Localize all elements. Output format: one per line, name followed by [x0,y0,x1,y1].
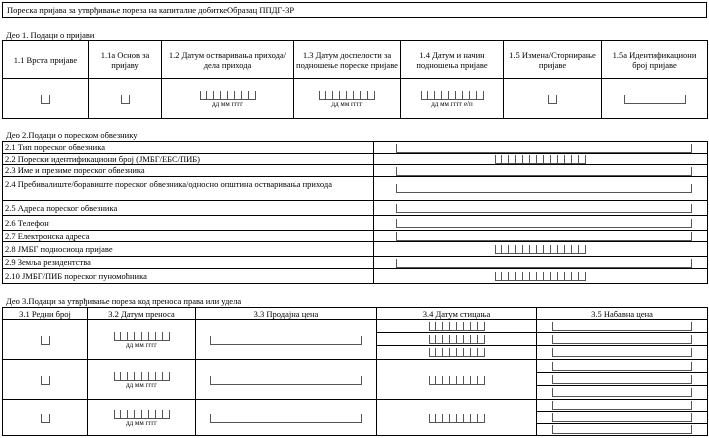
row-residence: 2.4 Пребивалиште/боравиште пореског обвезника/односно општина остваривања прихода [3,176,374,200]
transfer-date-hint: дд мм гггг [126,380,157,389]
acquisition-date-field[interactable] [429,335,485,344]
address-field[interactable] [396,204,692,213]
proxy-id-field[interactable] [495,272,586,281]
submit-date-field[interactable] [421,91,484,100]
transfer-date-field[interactable] [114,332,170,341]
form-title-box [2,2,707,18]
serial-number-checkbox[interactable] [41,414,50,423]
acquisition-date-field[interactable] [429,414,485,423]
col-income-date: 1.2 Датум остваривања прихода/дела прихода [162,41,294,79]
due-date-hint: дд мм гггг [331,99,363,108]
residence-field[interactable] [396,184,692,193]
row-phone: 2.6 Телефон [3,215,374,230]
row-taxpayer-type: 2.1 Тип пореског обвезника [3,142,374,154]
part3-heading: Део 3.Подаци за утврђивање пореза код преноса права или удела [6,296,242,306]
col-submit-date: 1.4 Датум и начин подношења пријаве [401,41,504,79]
full-name-field[interactable] [396,167,692,176]
col-amendment: 1.5 Измена/Сторнирање пријаве [504,41,602,79]
purchase-price-field[interactable] [552,425,692,434]
row-residency-country: 2.9 Земља резидентства [3,257,374,269]
submit-date-hint: дд мм гггг е/п [431,99,473,108]
purchase-price-field[interactable] [552,375,692,384]
part1-table [2,40,708,119]
col-serial-number: 3.1 Редни број [3,308,88,320]
purchase-price-field[interactable] [552,348,692,357]
row-submitter-jmbg: 2.8 ЈМБГ подносиоца пријаве [3,242,374,257]
sale-price-field[interactable] [210,414,362,423]
table-row [3,400,708,436]
taxpayer-type-field[interactable] [396,144,692,153]
serial-number-checkbox[interactable] [41,376,50,385]
row-proxy-id: 2.10 ЈМБГ/ПИБ пореског пуномоћника [3,268,374,283]
purchase-price-field[interactable] [552,335,692,344]
due-date-field[interactable] [319,91,375,100]
transfer-date-field[interactable] [114,410,170,419]
submitter-jmbg-field[interactable] [495,245,586,254]
transfer-date-hint: дд мм гггг [126,340,157,349]
serial-number-checkbox[interactable] [41,336,50,345]
transfer-date-hint: дд мм гггг [126,418,157,427]
transfer-date-field[interactable] [114,372,170,381]
part1-heading: Део 1. Подаци о пријави [6,30,95,40]
acquisition-date-field[interactable] [429,322,485,331]
sale-price-field[interactable] [210,336,362,345]
part2-heading: Део 2.Подаци о пореском обвезнику [6,130,138,140]
col-purchase-price: 3.5 Набавна цена [537,308,708,320]
residency-country-field[interactable] [396,259,692,268]
income-date-field[interactable] [200,91,256,100]
report-basis-checkbox[interactable] [121,95,130,104]
purchase-price-field[interactable] [552,413,692,422]
col-due-date: 1.3 Датум доспелости за подношење пореске пријаве [294,41,401,79]
row-full-name: 2.3 Име и презиме пореског обвезника [3,165,374,177]
table-row [3,360,708,400]
row-tax-id: 2.2 Порески идентификациони број (ЈМБГ/ЕБС/ПИБ) [3,153,374,165]
col-report-basis: 1.1а Основ за пријаву [89,41,162,79]
row-address: 2.5 Адреса пореског обвезника [3,200,374,215]
row-email: 2.7 Електронска адреса [3,230,374,242]
purchase-price-field[interactable] [552,362,692,371]
purchase-price-field[interactable] [552,388,692,397]
tax-id-field[interactable] [495,155,586,164]
part3-table [2,307,708,436]
acquisition-date-field[interactable] [429,376,485,385]
col-sale-price: 3.3 Продајна цена [196,308,377,320]
acquisition-date-field[interactable] [429,348,485,357]
col-transfer-date: 3.2 Датум преноса [88,308,196,320]
col-report-type: 1.1 Врста пријаве [3,41,89,79]
purchase-price-field[interactable] [552,322,692,331]
sale-price-field[interactable] [210,376,362,385]
report-id-field[interactable] [624,95,686,104]
table-row [3,320,708,360]
part2-table [2,141,708,284]
col-acquisition-date: 3.4 Датум стицања [377,308,537,320]
income-date-hint: дд мм гггг [212,99,243,108]
report-type-checkbox[interactable] [41,95,50,104]
col-report-id: 1.5а Идентификациони број пријаве [602,41,708,79]
phone-field[interactable] [396,219,692,228]
form-title: Пореска пријава за утврђивање пореза на капиталне добиткеОбразац ППДГ-3Р [7,5,295,15]
purchase-price-field[interactable] [552,401,692,410]
email-field[interactable] [396,232,692,241]
amendment-checkbox[interactable] [548,95,557,104]
